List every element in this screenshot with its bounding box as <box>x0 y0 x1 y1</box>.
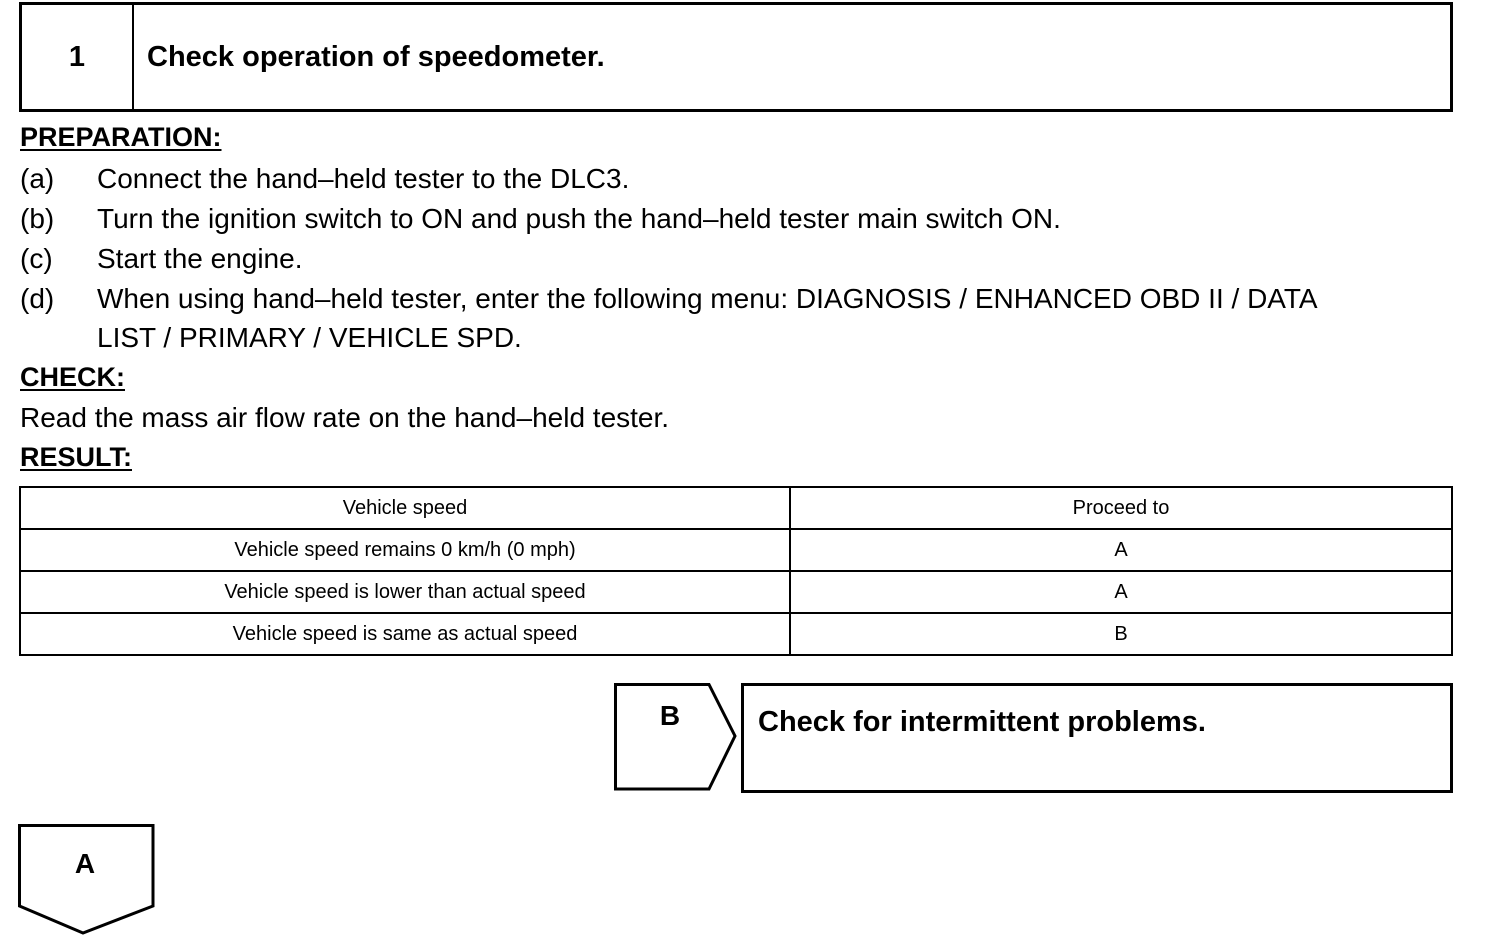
branch-a-label: A <box>74 848 96 879</box>
prep-item-label-b: (b) <box>20 203 55 234</box>
step-title: Check operation of speedometer. <box>147 40 605 73</box>
prep-item-text-d: When using hand–held tester, enter the following menu: DIAGNOSIS / ENHANCED OBD II / DATA <box>97 283 1318 314</box>
column-header: Vehicle speed <box>20 487 790 529</box>
down-arrow-icon <box>18 824 156 936</box>
table-cell: Vehicle speed is same as actual speed <box>20 613 790 655</box>
table-row <box>20 571 1452 613</box>
check-text: Read the mass air flow rate on the hand–held tester. <box>20 402 670 433</box>
prep-item-label-a: (a) <box>20 163 55 194</box>
prep-item-text-a: Connect the hand–held tester to the DLC3. <box>97 163 630 194</box>
table-row <box>20 613 1452 655</box>
prep-item-text-d-cont: LIST / PRIMARY / VEHICLE SPD. <box>97 322 522 353</box>
preparation-heading: PREPARATION: <box>20 122 222 152</box>
prep-item-text-c: Start the engine. <box>97 243 303 274</box>
branch-b-box <box>741 683 1453 793</box>
table-header-row <box>20 487 1452 529</box>
step-header-box <box>19 2 1453 112</box>
prep-item-label-d: (d) <box>20 283 55 314</box>
table-cell: Vehicle speed remains 0 km/h (0 mph) <box>20 529 790 571</box>
table-cell: B <box>790 613 1452 655</box>
prep-item-text-b: Turn the ignition switch to ON and push the hand–held tester main switch ON. <box>97 203 1061 234</box>
table-cell: A <box>790 529 1452 571</box>
branch-b-label: B <box>659 700 681 731</box>
step-number: 1 <box>22 5 134 109</box>
result-heading: RESULT: <box>20 442 132 472</box>
table-cell: A <box>790 571 1452 613</box>
branch-b-text: Check for intermittent problems. <box>758 706 1206 738</box>
column-header: Proceed to <box>790 487 1452 529</box>
table-cell: Vehicle speed is lower than actual speed <box>20 571 790 613</box>
check-heading: CHECK: <box>20 362 125 392</box>
table-row <box>20 529 1452 571</box>
result-table <box>19 486 1453 656</box>
prep-item-label-c: (c) <box>20 243 53 274</box>
